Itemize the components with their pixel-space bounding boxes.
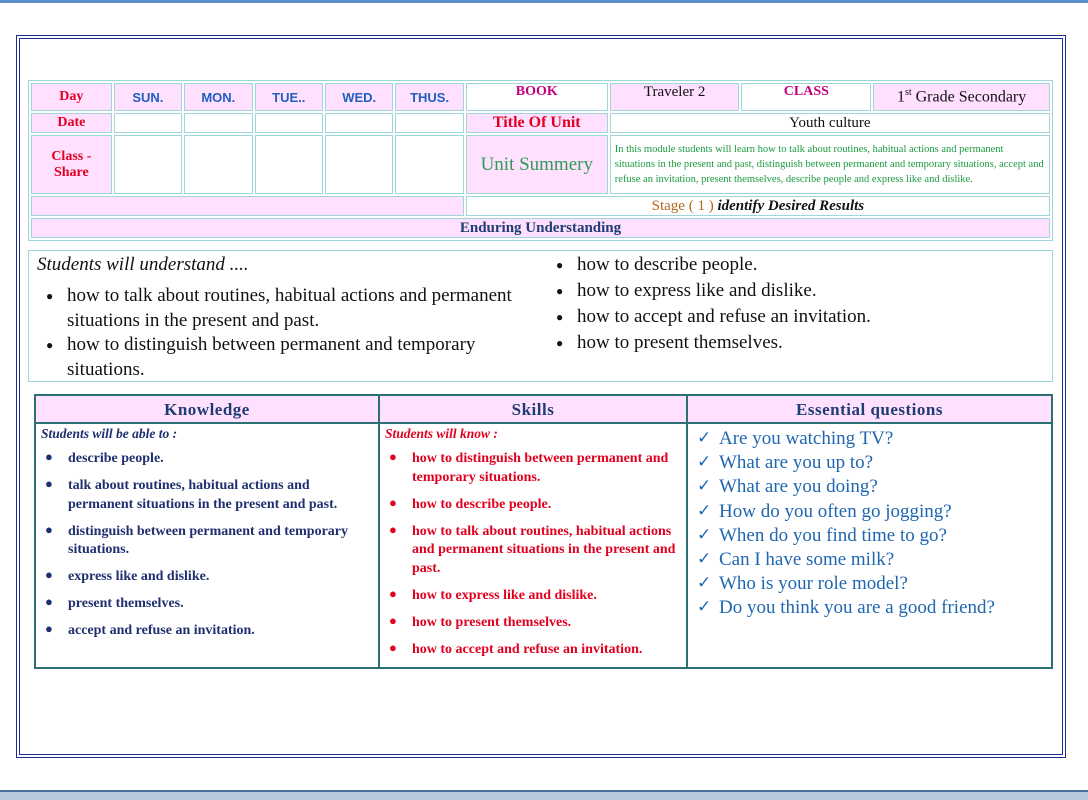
list-item: ✓ When do you find time to go? (688, 524, 1051, 548)
list-item: ● how to present themselves. (380, 614, 686, 633)
list-item: ● present themselves. (36, 595, 378, 614)
date-cell-sun (114, 113, 182, 133)
list-item: ● how to distinguish between permanent and temporary situations. (37, 333, 527, 382)
enduring-understanding-box (28, 250, 1053, 382)
skills-heading: Skills (380, 396, 686, 424)
essential-questions-column (688, 396, 1051, 667)
list-item: ● how to describe people. (380, 496, 686, 515)
skills-column (380, 396, 688, 667)
title-of-unit-value: Youth culture (610, 113, 1050, 133)
book-label: BOOK (466, 83, 608, 111)
list-item: ● how to express like and dislike. (547, 278, 1047, 304)
book-value: Traveler 2 (610, 83, 740, 111)
list-item: ✓ How do you often go jogging? (688, 500, 1051, 524)
skills-list (380, 450, 686, 659)
class-grade-suffix: st (904, 87, 912, 99)
share-cell-thu (395, 135, 463, 194)
day-sun: SUN. (114, 83, 182, 111)
list-item: ● how to distinguish between permanent and temporary situations. (380, 450, 686, 487)
knowledge-list (36, 450, 378, 641)
list-item: ● how to describe people. (547, 252, 1047, 278)
list-item: ● accept and refuse an invitation. (36, 622, 378, 641)
list-item: ✓ Are you watching TV? (688, 427, 1051, 451)
date-cell-thu (395, 113, 463, 133)
enduring-intro: Students will understand .... (37, 254, 249, 275)
list-item: ● how to present themselves. (547, 330, 1047, 356)
lesson-header-table (28, 80, 1053, 241)
share-cell-sun (114, 135, 182, 194)
share-cell-mon (184, 135, 252, 194)
list-item: ✓ Do you think you are a good friend? (688, 596, 1051, 620)
class-grade-text: Grade Secondary (911, 88, 1027, 106)
class-share-label: Class - Share (31, 135, 112, 194)
stage-description: identify Desired Results (717, 197, 865, 214)
list-item: ● express like and dislike. (36, 568, 378, 587)
class-grade-number: 1 (896, 88, 905, 106)
essential-questions-list (688, 427, 1051, 621)
class-value (873, 83, 1050, 111)
date-cell-mon (184, 113, 252, 133)
stage-number: Stage ( 1 ) (651, 197, 714, 214)
list-item: ✓ Who is your role model? (688, 572, 1051, 596)
stage-spacer (31, 196, 464, 216)
skills-lead: Students will know : (385, 426, 498, 441)
knowledge-skills-questions-table (34, 394, 1053, 669)
list-item: ● how to express like and dislike. (380, 587, 686, 606)
list-item: ● how to talk about routines, habitual actions and permanent situations in the present and past. (380, 523, 686, 579)
essential-questions-heading: Essential questions (688, 396, 1051, 424)
unit-summary-label: Unit Summery (466, 135, 608, 194)
day-label: Day (31, 83, 112, 111)
list-item: ✓ What are you up to? (688, 451, 1051, 475)
date-cell-tue (255, 113, 323, 133)
knowledge-lead: Students will be able to : (41, 426, 178, 441)
list-item: ● how to accept and refuse an invitation. (547, 304, 1047, 330)
top-rule (0, 0, 1088, 3)
day-wed: WED. (325, 83, 393, 111)
day-tue: TUE.. (255, 83, 323, 111)
list-item: ● how to talk about routines, habitual actions and permanent situations in the present and past. (37, 284, 527, 333)
unit-summary-text: In this module students will learn how to talk about routines, habitual actions and permanent situations in the present and past, distinguish between permanent and temporary situations, accept and refuse an invitation, present themselves, describe people and express like and dislike. (610, 135, 1050, 194)
share-cell-tue (255, 135, 323, 194)
enduring-list-right (547, 252, 1047, 356)
date-label: Date (31, 113, 112, 133)
knowledge-heading: Knowledge (36, 396, 378, 424)
day-thu: THUS. (395, 83, 463, 111)
class-label: CLASS (741, 83, 871, 111)
stage-title (466, 196, 1050, 216)
list-item: ✓ What are you doing? (688, 475, 1051, 499)
list-item: ● describe people. (36, 450, 378, 469)
knowledge-column (36, 396, 380, 667)
list-item: ✓ Can I have some milk? (688, 548, 1051, 572)
title-of-unit-label: Title Of Unit (466, 113, 608, 133)
list-item: ● talk about routines, habitual actions and permanent situations in the present and past. (36, 477, 378, 514)
enduring-list-left (37, 284, 527, 382)
enduring-understanding-heading: Enduring Understanding (31, 218, 1050, 238)
list-item: ● how to accept and refuse an invitation. (380, 641, 686, 660)
date-cell-wed (325, 113, 393, 133)
share-cell-wed (325, 135, 393, 194)
list-item: ● distinguish between permanent and temporary situations. (36, 523, 378, 560)
bottom-rule (0, 790, 1088, 800)
day-mon: MON. (184, 83, 252, 111)
